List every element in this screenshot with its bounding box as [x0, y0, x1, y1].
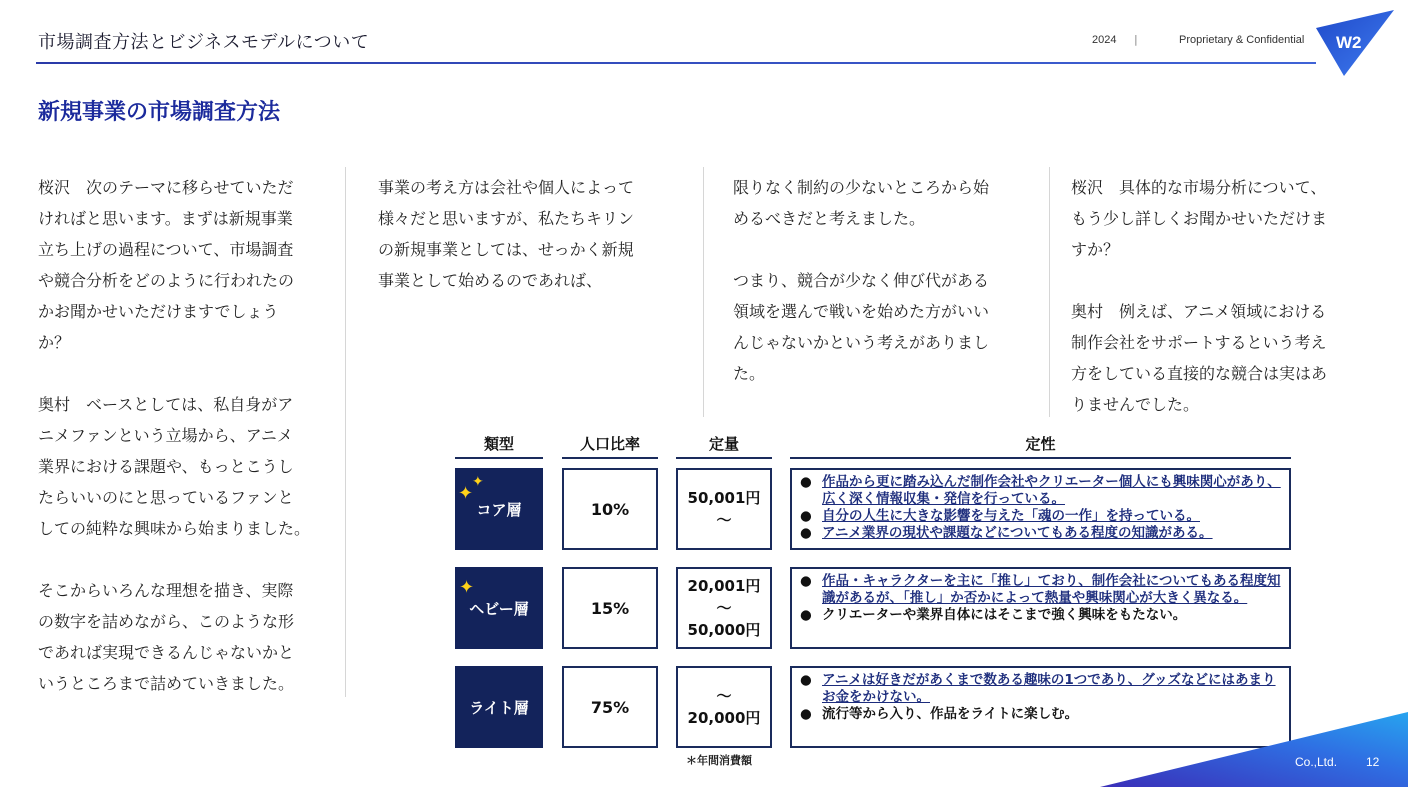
- bullet-icon: ●: [800, 672, 812, 688]
- sparkle-icon: ✦: [472, 474, 484, 490]
- bullet-text: クリエーターや業界自体にはそこまで強く興味をもたない。: [822, 607, 1187, 623]
- table-header-qualitative: 定性: [1025, 435, 1056, 453]
- page-heading: 新規事業の市場調査方法: [38, 100, 281, 125]
- sparkle-icon: ✦: [459, 577, 475, 598]
- amount-cell: [676, 468, 772, 550]
- page-number: 12: [1366, 755, 1380, 769]
- segment-light: [455, 666, 543, 748]
- ratio-cell: [562, 468, 658, 550]
- bullet-text: 作品から更に踏み込んだ制作会社やクリエーター個人にも興味関心があり、広く深く情報収集・発信を行っている。: [822, 474, 1281, 507]
- bullet-icon: ●: [800, 525, 812, 541]
- bullet-item: [800, 474, 1281, 508]
- amount-top: 50,001円: [687, 489, 761, 507]
- bullet-icon: ●: [800, 573, 812, 589]
- bullet-text: 流行等から入り、作品をライトに楽しむ。: [822, 706, 1079, 722]
- logo-text: W2: [1336, 33, 1362, 52]
- footer-corner-shape: [1100, 712, 1408, 787]
- bullet-text: アニメは好きだがあくまで数ある趣味の1つであり、グッズなどにはあまりお金をかけない。: [822, 672, 1276, 705]
- segment-label: ライト層: [469, 698, 529, 717]
- ratio-cell: [562, 666, 658, 748]
- sparkle-icon: ✦: [458, 483, 474, 504]
- bullet-icon: ●: [800, 474, 812, 490]
- amount-tilde: ～: [716, 687, 732, 705]
- amount-bottom: 20,000円: [687, 709, 761, 727]
- w2-logo: [1314, 10, 1396, 78]
- column-divider: [1049, 167, 1050, 417]
- segment-label: コア層: [476, 500, 522, 519]
- column-divider: [703, 167, 704, 417]
- ratio-value: 10%: [590, 499, 630, 519]
- header-underline: [455, 457, 543, 459]
- table-header-ratio: 人口比率: [579, 435, 640, 453]
- header-underline: [562, 457, 658, 459]
- bullet-icon: ●: [800, 706, 812, 722]
- ratio-cell: [562, 567, 658, 649]
- document-title: 市場調査方法とビジネスモデルについて: [38, 32, 370, 53]
- header-separator: |: [1134, 33, 1138, 46]
- table-header-type: 類型: [483, 435, 514, 453]
- segment-core: [455, 468, 543, 550]
- year-label: 2024: [1092, 34, 1117, 46]
- bullet-text: 作品・キャラクターを主に「推し」ており、制作会社についてもある程度知識があるが、「推し」か否かによって熱量や興味関心が大きく異なる。: [822, 573, 1281, 606]
- segment-label: ヘビー層: [469, 599, 529, 618]
- footer-company: Co.,Ltd.: [1295, 755, 1338, 769]
- bullet-item: [800, 525, 1213, 542]
- confidential-label: Proprietary & Confidential: [1179, 34, 1305, 46]
- text-column-2: 事業の考え方は会社や個人によって 様々だと思いますが、私たちキリン の新規事業としては、せっかく新規 事業として始めるのであれば、: [378, 178, 635, 290]
- header-underline: [790, 457, 1291, 459]
- header-rule: [36, 62, 1316, 64]
- bullet-text: 自分の人生に大きな影響を与えた「魂の一作」を持っている。: [822, 508, 1200, 524]
- bullet-icon: ●: [800, 508, 812, 524]
- bullet-item: [800, 508, 1200, 525]
- bullet-item: [800, 607, 1186, 624]
- bullet-text: アニメ業界の現状や課題などについてもある程度の知識がある。: [822, 525, 1213, 541]
- amount-bottom: 50,000円: [687, 621, 761, 639]
- qualitative-cell: [790, 468, 1291, 550]
- table-footnote: ＊年間消費額: [686, 754, 752, 767]
- amount-cell: [676, 567, 772, 649]
- bullet-item: [800, 706, 1078, 723]
- text-column-4: 桜沢 具体的な市場分析について、 もう少し詳しくお聞かせいただけま すか？ 奥村 例えば、アニメ領域における 制作会社をサポートするという考え 方をしている直接的な競合は実はあ りませんでした。: [1071, 178, 1328, 414]
- amount-tilde: ～: [716, 599, 732, 617]
- bullet-item: [800, 672, 1281, 706]
- text-column-3: 限りなく制約の少ないところから始 めるべきだと考えました。 つまり、競合が少なく伸び代がある 領域を選んで戦いを始めた方がいい んじゃないかという考えがありまし た。: [733, 178, 990, 383]
- bullet-item: [800, 573, 1281, 607]
- text-column-1: 桜沢 次のテーマに移らせていただ ければと思います。まずは新規事業 立ち上げの過程について、市場調査 や競合分析をどのように行われたの かお聞かせいただけますでしょう か？ 奥村 ベースとしては、私自身がア ニメファンという立場から、アニメ 業界における課題や、もっとこうし たらいいのにと思っているファンと しての純粋な興味から始まりました。 そこからいろんな理想を描き、実際 の数字を詰めながら、このような形 であれば実現できるんじゃないかと いうところまで詰めていきました。: [38, 178, 311, 693]
- column-divider: [345, 167, 346, 697]
- amount-top: 20,001円: [687, 577, 761, 595]
- bullet-icon: ●: [800, 607, 812, 623]
- amount-tilde: ～: [716, 511, 732, 529]
- ratio-value: 75%: [590, 697, 630, 717]
- header-underline: [676, 457, 772, 459]
- qualitative-cell: [790, 567, 1291, 649]
- amount-cell: [676, 666, 772, 748]
- ratio-value: 15%: [590, 598, 630, 618]
- table-header-quantitative: 定量: [708, 435, 739, 453]
